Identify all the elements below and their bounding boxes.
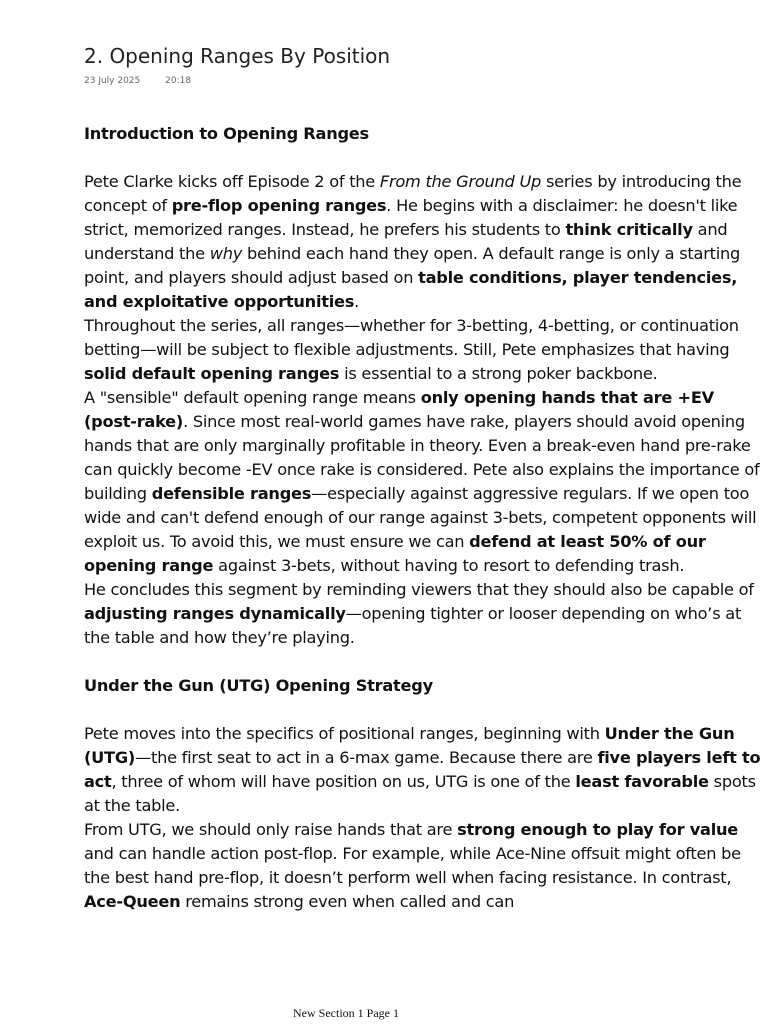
page-date: 23 July 2025 (84, 76, 141, 86)
section-spacer (84, 650, 764, 674)
note-content (84, 122, 764, 914)
bold-text: only opening hands that are +EV (post-rake) (84, 388, 714, 431)
page-time: 20:18 (165, 76, 192, 86)
text-run: From UTG, we should only raise hands that are (84, 820, 458, 839)
text-run: against 3-bets, without having to resort to defending trash. (213, 556, 685, 575)
text-run: . (354, 292, 360, 311)
body-paragraph (84, 314, 764, 386)
italic-text: From the Ground Up (379, 172, 542, 191)
section-spacer (84, 146, 764, 170)
text-run: A "sensible" default opening range means (84, 388, 421, 407)
text-run: . Since most real-world games have rake, players should avoid opening hands that are only marginally profitable in theory. Even a break-even hand pre-rake can quickly become -EV once rake is considered. Pete also explains the importance of building (84, 412, 760, 503)
text-run: Pete moves into the specifics of positional ranges, beginning with (84, 724, 605, 743)
italic-text: why (209, 244, 243, 263)
text-run: —opening tighter or looser depending on who’s at the table and how they’re playing. (84, 604, 742, 647)
bold-text: Ace-Queen (84, 892, 181, 911)
text-run: Throughout the series, all ranges—whether for 3-betting, 4-betting, or continuation betting—will be subject to flexible adjustments. Still, Pete emphasizes that having (84, 316, 739, 359)
text-run: is essential to a strong poker backbone. (339, 364, 658, 383)
text-run: behind each hand they open. A default range is only a starting point, and players should adjust based on (84, 244, 740, 287)
text-run: Pete Clarke kicks off Episode 2 of the (84, 172, 380, 191)
text-run: and can handle action post-flop. For example, while Ace-Nine offsuit might often be the best hand pre-flop, it doesn’t perform well when facing resistance. In contrast, (84, 844, 741, 887)
text-run: series by introducing the concept of (84, 172, 742, 215)
section-heading: Under the Gun (UTG) Opening Strategy (84, 676, 433, 695)
page-footer: New Section 1 Page 1 (293, 1006, 399, 1020)
text-run: —especially against aggressive regulars. If we open too wide and can't defend enough of our range against 3-bets, competent opponents will exploit us. To avoid this, we must ensure we can (84, 484, 757, 551)
bold-text: defend at least 50% of our opening range (84, 532, 706, 575)
bold-text: pre-flop opening ranges (171, 196, 387, 215)
page-meta (84, 76, 191, 86)
bold-text: defensible ranges (151, 484, 312, 503)
bold-text: solid default opening ranges (84, 364, 340, 383)
page-title: 2. Opening Ranges By Position (84, 44, 391, 68)
text-run: He concludes this segment by reminding viewers that they should also be capable of (84, 580, 754, 599)
section-spacer (84, 698, 764, 722)
text-run: and understand the (84, 220, 728, 263)
body-paragraph (84, 578, 764, 650)
bold-text: adjusting ranges dynamically (84, 604, 346, 623)
bold-text: table conditions, player tendencies, and exploitative opportunities (84, 268, 738, 311)
text-run: spots at the table. (84, 772, 756, 815)
text-run: , three of whom will have position on us, UTG is one of the (111, 772, 576, 791)
text-run: . He begins with a disclaimer: he doesn't like strict, memorized ranges. Instead, he prefers his students to (84, 196, 738, 239)
text-run: —the first seat to act in a 6-max game. Because there are (135, 748, 598, 767)
body-paragraph (84, 818, 764, 914)
body-paragraph (84, 722, 764, 818)
bold-text: think critically (565, 220, 693, 239)
section-heading: Introduction to Opening Ranges (84, 124, 369, 143)
body-paragraph (84, 170, 764, 314)
body-paragraph (84, 386, 764, 578)
bold-text: five players left to act (84, 748, 761, 791)
text-run: remains strong even when called and can (180, 892, 515, 911)
bold-text: Under the Gun (UTG) (84, 724, 735, 767)
bold-text: least favorable (575, 772, 709, 791)
bold-text: strong enough to play for value (457, 820, 738, 839)
